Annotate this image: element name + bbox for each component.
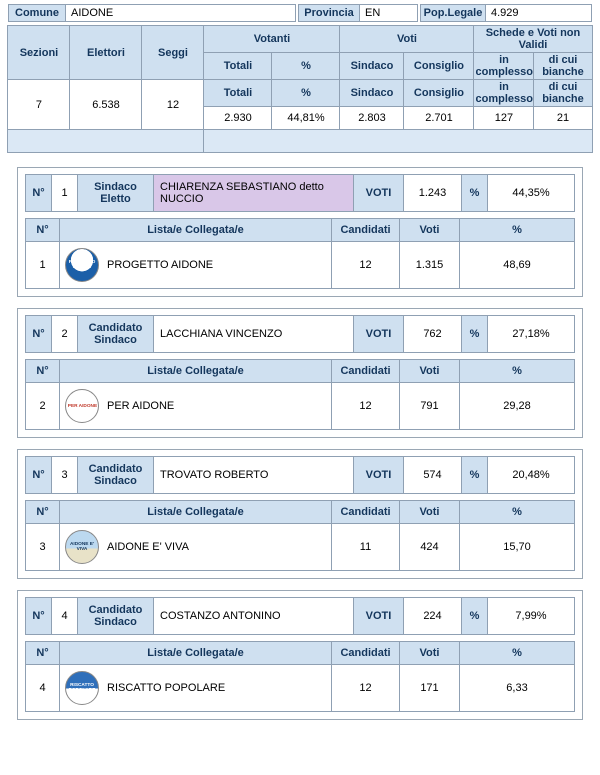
lists-header-candidati: Candidati [332,360,400,383]
candidate-role: Sindaco Eletto [78,175,154,212]
candidate-pct-label: % [462,175,488,212]
list-name-cell [60,383,332,430]
list-row [26,383,575,430]
candidate-number: 2 [52,316,78,353]
list-voti: 171 [400,665,460,712]
candidate-block [17,590,583,720]
lists-header-candidati: Candidati [332,219,400,242]
summary-header-sezioni: Sezioni [8,26,70,80]
summary-header-di-cui-bianche: di cui bianche [534,53,592,80]
summary-header-sindaco: Sindaco [340,53,404,80]
list-number: 3 [26,524,60,571]
pop-legale-label: Pop.Legale [420,4,486,22]
candidate-row [25,174,575,212]
candidate-number: 4 [52,598,78,635]
lists-header-n: N° [26,501,60,524]
list-voti: 424 [400,524,460,571]
list-row [26,242,575,289]
candidate-voti-label: VOTI [354,175,404,212]
list-perc: 6,33 [460,665,575,712]
lists-header-row [26,642,575,665]
summary-header-elettori: Elettori [70,26,142,80]
candidate-number: 3 [52,457,78,494]
candidate-pct-label: % [462,457,488,494]
comune-info-bar [8,4,592,22]
list-symbol-text: PROGETTO AIDONE [68,259,96,270]
candidate-row [25,315,575,353]
summary-value-votanti-perc: 44,81% [272,107,340,130]
summary-filler-left [8,130,204,153]
candidate-name: COSTANZO ANTONINO [154,598,354,635]
list-row [26,524,575,571]
lists-header-n: N° [26,219,60,242]
summary-value-schede-bianche: 21 [534,107,592,130]
lists-header-voti: Voti [400,360,460,383]
summary-header-voti: Voti [340,26,474,53]
lists-table [25,500,575,571]
candidate-voti-value: 1.243 [404,175,462,212]
summary-value-voti-consiglio: 2.701 [404,107,474,130]
candidate-voti-label: VOTI [354,598,404,635]
summary-header-seggi: Seggi [142,26,204,80]
list-symbol-icon [65,248,99,282]
comune-label: Comune [8,4,66,22]
candidate-row [25,456,575,494]
provincia-label: Provincia [298,4,360,22]
lists-header-perc: % [460,219,575,242]
candidate-voti-value: 762 [404,316,462,353]
candidate-pct-value: 44,35% [488,175,575,212]
list-name: PER AIDONE [107,400,175,412]
list-name: RISCATTO POPOLARE [107,682,226,694]
summary-sub-in-complesso: in complesso [475,81,533,105]
pop-legale-value: 4.929 [486,4,592,22]
lists-header-voti: Voti [400,501,460,524]
candidate-voti-label: VOTI [354,457,404,494]
comune-value: AIDONE [66,4,296,22]
list-perc: 15,70 [460,524,575,571]
list-voti: 1.315 [400,242,460,289]
summary-value-voti-sindaco: 2.803 [340,107,404,130]
candidate-row [25,597,575,635]
summary-value-seggi: 12 [142,80,204,130]
summary-header-row-1 [8,26,592,53]
list-name: AIDONE E' VIVA [107,541,189,553]
summary-sub-di-cui-bianche: di cui bianche [534,80,592,107]
list-candidati: 12 [332,665,400,712]
summary-filler-right [204,130,592,153]
summary-header-in-complesso: in complesso [475,54,533,78]
list-symbol-icon [65,530,99,564]
lists-header-perc: % [460,501,575,524]
candidate-voti-value: 574 [404,457,462,494]
list-symbol-text: RISCATTO POPOLARE [68,682,96,693]
candidate-name: LACCHIANA VINCENZO [154,316,354,353]
candidate-n-header: N° [26,316,52,353]
lists-header-row [26,219,575,242]
candidate-voti-label: VOTI [354,316,404,353]
lists-header-n: N° [26,360,60,383]
candidate-block [17,308,583,438]
list-number: 4 [26,665,60,712]
candidate-n-header: N° [26,598,52,635]
summary-sub-consiglio: Consiglio [404,80,474,107]
lists-header-candidati: Candidati [332,642,400,665]
lists-header-perc: % [460,642,575,665]
summary-table [7,25,592,153]
summary-value-sezioni: 7 [8,80,70,130]
candidate-name: CHIARENZA SEBASTIANO detto NUCCIO [154,175,354,212]
list-number: 1 [26,242,60,289]
lists-header-voti: Voti [400,642,460,665]
list-symbol-icon [65,389,99,423]
candidate-name: TROVATO ROBERTO [154,457,354,494]
candidate-n-header: N° [26,457,52,494]
candidate-pct-label: % [462,316,488,353]
candidate-pct-label: % [462,598,488,635]
lists-table [25,359,575,430]
lists-table [25,218,575,289]
candidate-block [17,167,583,297]
summary-value-schede-complesso: 127 [474,107,534,130]
list-name: PROGETTO AIDONE [107,259,214,271]
lists-header-row [26,360,575,383]
summary-filler-row [8,130,592,153]
summary-header-schede: Schede e Voti non Validi [474,26,592,53]
lists-table [25,641,575,712]
lists-header-lista: Lista/e Collegata/e [60,501,332,524]
lists-header-voti: Voti [400,219,460,242]
provincia-value: EN [360,4,418,22]
lists-header-lista: Lista/e Collegata/e [60,642,332,665]
list-number: 2 [26,383,60,430]
candidate-voti-value: 224 [404,598,462,635]
lists-header-lista: Lista/e Collegata/e [60,219,332,242]
summary-value-elettori: 6.538 [70,80,142,130]
list-symbol-icon [65,671,99,705]
list-candidati: 12 [332,383,400,430]
lists-header-lista: Lista/e Collegata/e [60,360,332,383]
lists-header-row [26,501,575,524]
candidate-n-header: N° [26,175,52,212]
list-row [26,665,575,712]
summary-sub-perc: % [272,80,340,107]
lists-header-perc: % [460,360,575,383]
list-perc: 48,69 [460,242,575,289]
candidate-blocks [0,167,600,720]
summary-header-consiglio: Consiglio [404,53,474,80]
summary-data-row-1 [8,80,592,107]
summary-header-votanti: Votanti [204,26,340,53]
list-name-cell [60,665,332,712]
summary-header-votanti-perc: % [272,53,340,80]
list-name-cell [60,242,332,289]
candidate-role: Candidato Sindaco [78,598,154,635]
candidate-pct-value: 7,99% [488,598,575,635]
candidate-pct-value: 27,18% [488,316,575,353]
list-voti: 791 [400,383,460,430]
lists-header-n: N° [26,642,60,665]
list-symbol-text: PER AIDONE [67,402,97,409]
summary-sub-totali: Totali [204,80,272,107]
candidate-pct-value: 20,48% [488,457,575,494]
candidate-role: Candidato Sindaco [78,457,154,494]
lists-header-candidati: Candidati [332,501,400,524]
summary-value-votanti-totali: 2.930 [204,107,272,130]
list-candidati: 12 [332,242,400,289]
candidate-role: Candidato Sindaco [78,316,154,353]
summary-header-totali: Totali [204,53,272,80]
list-name-cell [60,524,332,571]
list-candidati: 11 [332,524,400,571]
list-perc: 29,28 [460,383,575,430]
candidate-block [17,449,583,579]
summary-sub-sindaco: Sindaco [340,80,404,107]
list-symbol-text: AIDONE E' VIVA [69,541,95,552]
candidate-number: 1 [52,175,78,212]
